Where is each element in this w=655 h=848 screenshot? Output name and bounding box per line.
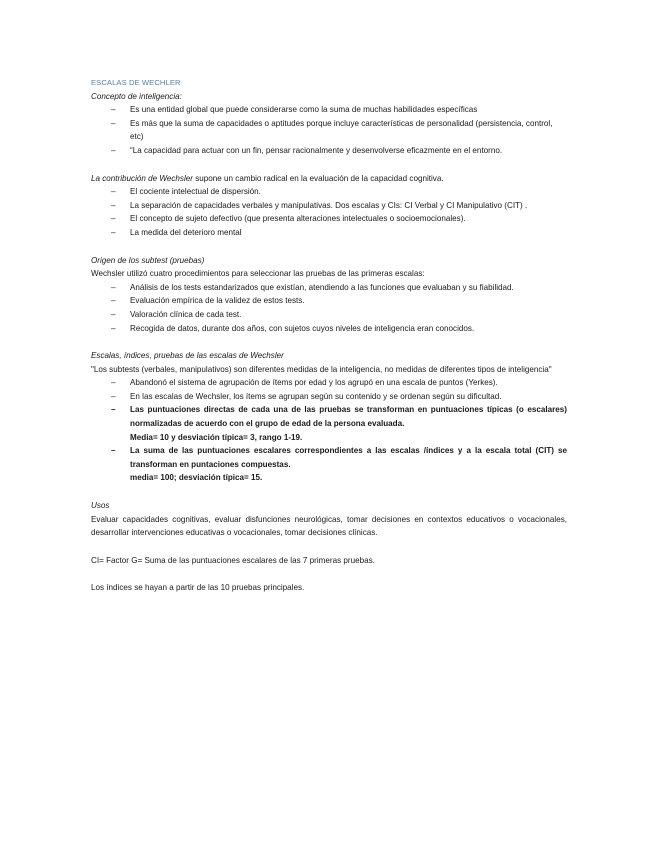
list-item: – “La capacidad para actuar con un fin, pensar racionalmente y desenvolverse eficazmente en el entorno.: [130, 144, 567, 158]
list-item: – Es una entidad global que puede considerarse como la suma de muchas habilidades específicas: [130, 103, 567, 117]
list-item: – Valoración clínica de cada test.: [130, 308, 567, 322]
section-title-origen: Origen de los subtest (pruebas): [91, 255, 205, 265]
usos-text: Evaluar capacidades cognitivas, evaluar disfunciones neurológicas, tomar decisiones en contextos educativos o vocacionales, desarrollar intervenciones educativas o vocacionales, tomar decisiones clínicas.: [91, 514, 567, 538]
list-item: – Análisis de los tests estandarizados que existían, atendiendo a las funciones que evaluaban y su fiabilidad.: [130, 281, 567, 295]
list-item: – Abandonó el sistema de agrupación de ítems por edad y los agrupó en una escala de puntos (Yerkes).: [130, 376, 567, 390]
section-title-contribucion: La contribución de Wechsler: [91, 173, 193, 183]
list-item: – El concepto de sujeto defectivo (que presenta alteraciones intelectuales o socioemocionales).: [130, 212, 567, 226]
list-item: – En las escalas de Wechsler, los ítems se agrupan según su contenido y se ordenan según su dificultad.: [130, 390, 567, 404]
origen-list: [91, 281, 567, 335]
bold-item-text: Las puntuaciones directas de cada una de las pruebas se transforman en puntuaciones típicas (o escalares) normalizadas de acuerdo con el grupo de edad de la persona evaluada.: [130, 405, 567, 429]
bold-item-extra: Media= 10 y desviación típica= 3, rango 1-19.: [130, 432, 303, 442]
escalas-quote: "Los subtests (verbales, manipulativos) son diferentes medidas de la inteligencia, no medidas de diferentes tipos de inteligencia": [91, 364, 552, 374]
list-item: – Es más que la suma de capacidades o aptitudes porque incluye características de personalidad (persistencia, control, etc): [130, 117, 567, 144]
concepto-list: [91, 103, 567, 157]
contribucion-list: [91, 185, 567, 239]
escalas-list: [91, 376, 567, 485]
section-title-escalas: Escalas, índices, pruebas de las escalas de Wechsler: [91, 351, 284, 361]
ci-line: CI= Factor G= Suma de las puntuaciones escalares de las 7 primeras pruebas.: [91, 555, 375, 565]
list-item: – El cociente intelectual de dispersión.: [130, 185, 567, 199]
document-title: ESCALAS DE WECHLER: [91, 78, 181, 87]
list-item: – Evaluación empírica de la validez de estos tests.: [130, 294, 567, 308]
list-item-bold: [130, 444, 567, 485]
list-item-bold: [130, 403, 567, 444]
contribucion-intro: [91, 172, 567, 186]
list-item: – La separación de capacidades verbales y manipulativas. Dos escalas y CIs: CI Verbal y CI Manipulativo (CIT) .: [130, 199, 567, 213]
section-title-concepto: Concepto de inteligencia:: [91, 91, 182, 101]
contribucion-intro-text: supone un cambio radical en la evaluación de la capacidad cognitiva.: [192, 173, 444, 183]
section-title-usos: Usos: [91, 501, 110, 511]
origen-intro: Wechsler utilizó cuatro procedimientos para seleccionar las pruebas de las primeras escalas:: [91, 269, 425, 279]
bold-item-extra: media= 100; desviación típica= 15.: [130, 473, 263, 483]
bold-item-text: La suma de las puntuaciones escalares correspondientes a las escalas /índices y a la escala total (CIT) se transforman en puntaciones compuestas.: [130, 446, 567, 469]
list-item: – La medida del deterioro mental: [130, 226, 567, 240]
list-item: – Recogida de datos, durante dos años, con sujetos cuyos niveles de inteligencia eran conocidos.: [130, 322, 567, 336]
indices-line: Los índices se hayan a partir de las 10 pruebas principales.: [91, 583, 305, 593]
